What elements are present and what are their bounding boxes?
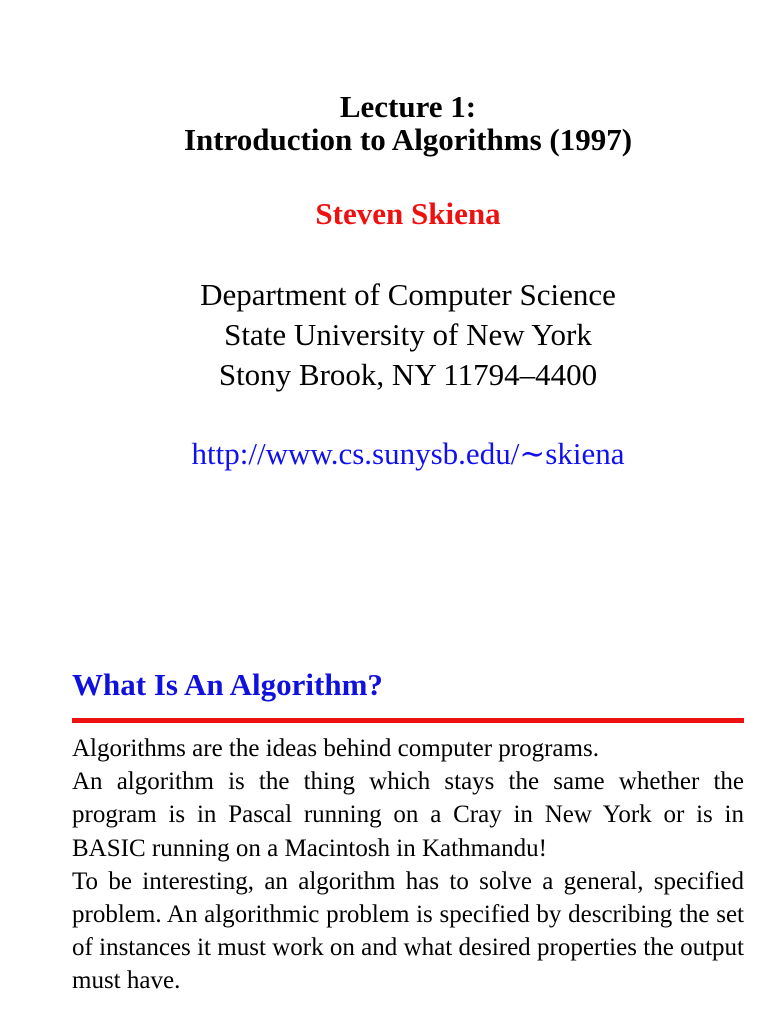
section-divider — [72, 718, 744, 723]
section-body — [72, 732, 744, 998]
title-line-2: Introduction to Algorithms (1997) — [183, 122, 633, 157]
department-line: Department of Computer Science — [200, 277, 616, 312]
section-heading: What Is An Algorithm? — [72, 667, 383, 702]
paragraph-3: To be interesting, an algorithm has to solve a general, specified problem. An algorithmic problem is specified by describing the set of instances it must work on and what desired properties the output must have. — [72, 867, 744, 995]
author-name: Steven Skiena — [315, 196, 501, 231]
affiliation-block — [0, 275, 768, 395]
lecture-title — [0, 90, 768, 156]
university-line: State University of New York — [224, 317, 592, 352]
paragraph-1: Algorithms are the ideas behind computer programs. — [72, 735, 599, 762]
title-line-1: Lecture 1: — [339, 89, 477, 124]
homepage-link[interactable]: http://www.cs.sunysb.edu/∼skiena — [191, 436, 625, 471]
paragraph-2: An algorithm is the thing which stays the same whether the program is in Pascal running on a Cray in New York or is in BASIC running on a Macintosh in Kathmandu! — [72, 768, 744, 862]
address-line: Stony Brook, NY 11794–4400 — [218, 357, 598, 392]
